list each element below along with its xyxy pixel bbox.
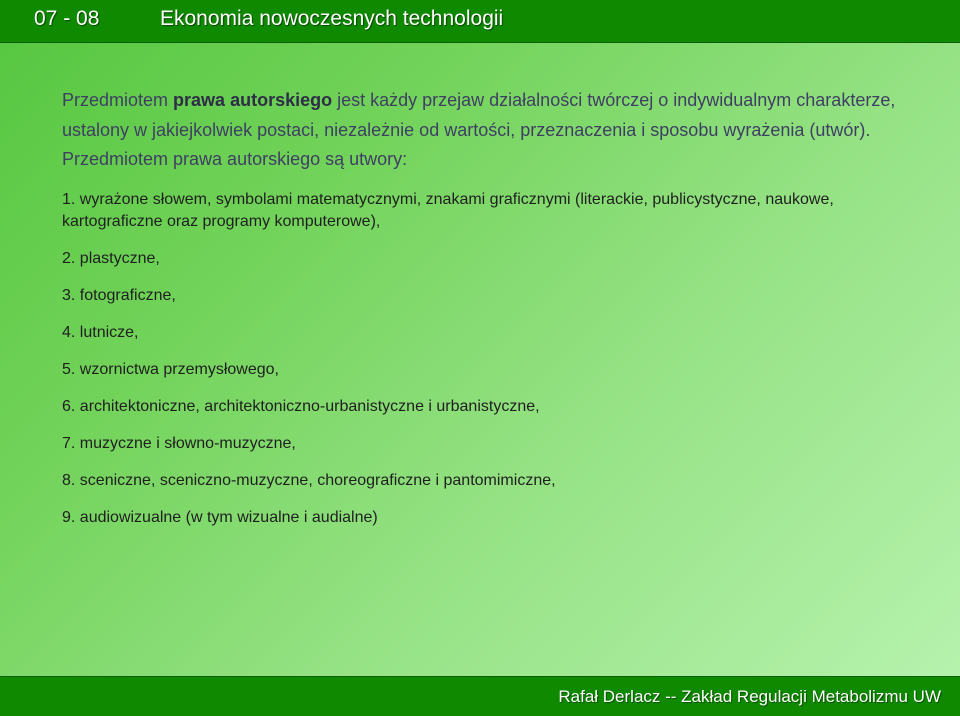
content-area — [62, 86, 934, 544]
intro-text-start: Przedmiotem — [62, 90, 174, 110]
list-item: 6. architektoniczne, architektoniczno-urbanistyczne i urbanistyczne, — [62, 397, 540, 415]
slide-number: 07 - 08 — [34, 7, 100, 30]
list-item: 7. muzyczne i słowno-muzyczne, — [62, 434, 296, 452]
list-item: 2. plastyczne, — [62, 249, 160, 267]
intro-text-rest: jest każdy przejaw działalności twórczej o indywidualnym charakterze, ustalony w jakiejkolwiek postaci, niezależnie od wartości, przeznaczenia i sposobu wyrażenia (utwór). Przedmiotem prawa autorskiego są utwory: — [62, 90, 896, 169]
list-item: 8. sceniczne, sceniczno-muzyczne, choreograficzne i pantomimiczne, — [62, 471, 556, 489]
header-bar — [0, 0, 960, 43]
list-item: 3. fotograficzne, — [62, 286, 176, 304]
works-list — [62, 189, 934, 529]
footer-bar — [0, 676, 960, 716]
intro-bold-term: prawa autorskiego — [173, 90, 333, 110]
list-item: 5. wzornictwa przemysłowego, — [62, 360, 279, 378]
footer-text: Rafał Derlacz -- Zakład Regulacji Metabolizmu UW — [558, 687, 941, 706]
list-item: 4. lutnicze, — [62, 323, 139, 341]
list-item: 9. audiowizualne (w tym wizualne i audialne) — [62, 508, 378, 526]
slide-title: Ekonomia nowoczesnych technologii — [160, 7, 504, 30]
list-item: 1. wyrażone słowem, symbolami matematycznymi, znakami graficznymi (literackie, publicystyczne, naukowe, kartograficzne oraz programy komputerowe), — [62, 190, 834, 230]
intro-paragraph — [62, 86, 934, 175]
